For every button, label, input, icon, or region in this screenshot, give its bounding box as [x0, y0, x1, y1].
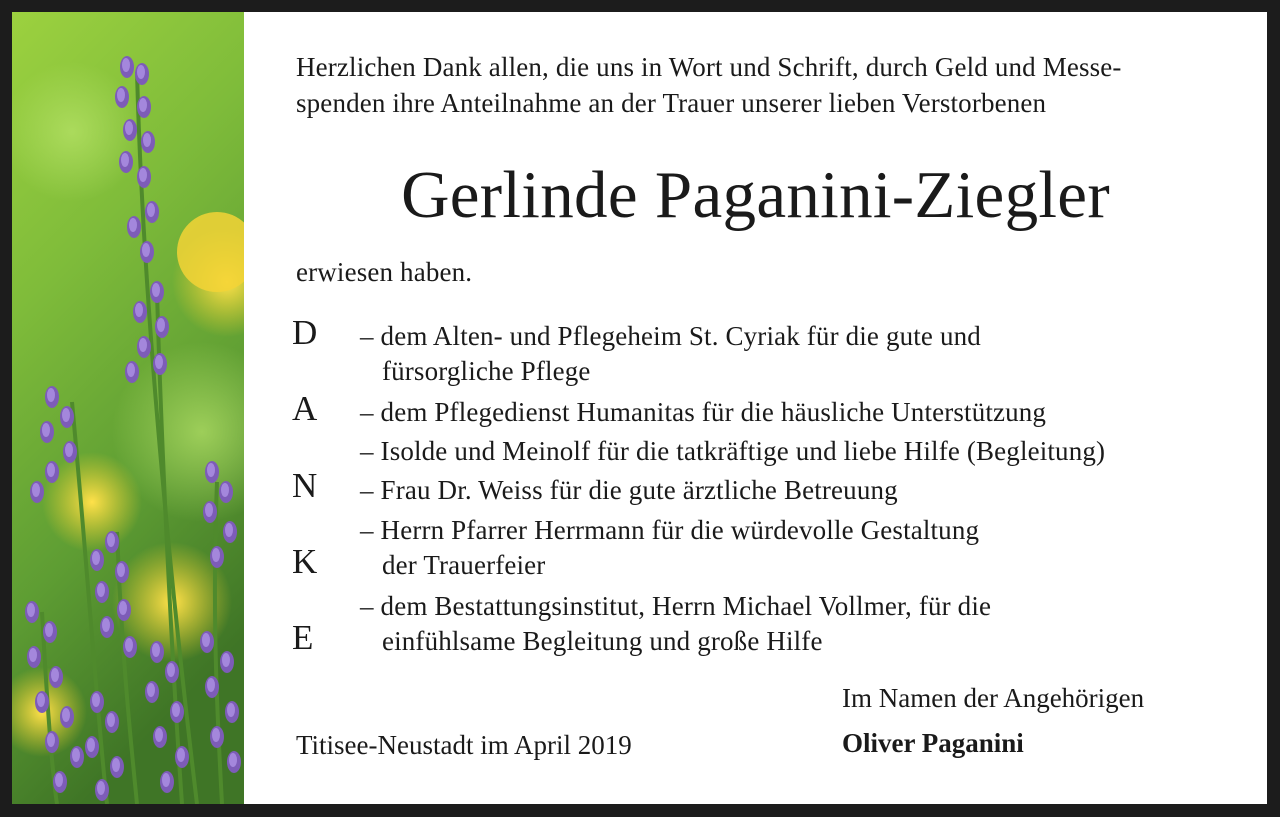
acrostic-letter-n: N	[292, 466, 318, 505]
thanks-item-continued: einfühlsame Begleitung und große Hilfe	[382, 626, 823, 656]
thanks-item: – dem Bestattungsinstitut, Herrn Michael Vollmer, für die	[360, 591, 992, 621]
signature-name: Oliver Paganini	[842, 728, 1024, 758]
thanks-item: – Frau Dr. Weiss für die gute ärztliche Betreuung	[360, 475, 898, 505]
thanks-item: – Herrn Pfarrer Herrmann für die würdevolle Gestaltung	[360, 515, 980, 545]
acrostic-letter-d: D	[292, 313, 318, 352]
thanks-item-continued: der Trauerfeier	[382, 550, 546, 580]
lavender-illustration	[12, 12, 244, 804]
deceased-name: Gerlinde Paganini-Ziegler	[401, 158, 1110, 232]
acrostic-letter-e: E	[292, 618, 314, 657]
on-behalf-of-relatives: Im Namen der Angehörigen	[842, 683, 1145, 713]
thanks-item: – dem Alten- und Pflegeheim St. Cyriak für die gute und	[360, 321, 981, 351]
intro-end: erwiesen haben.	[296, 257, 473, 287]
lavender-photo	[12, 12, 244, 804]
thanks-item-continued: fürsorgliche Pflege	[382, 356, 591, 386]
thanks-item: – dem Pflegedienst Humanitas für die häusliche Unterstützung	[360, 397, 1047, 427]
acrostic-letter-a: A	[292, 389, 318, 428]
acrostic-letter-k: K	[292, 542, 318, 581]
thanks-item: – Isolde und Meinolf für die tatkräftige und liebe Hilfe (Begleitung)	[360, 436, 1106, 466]
intro-line-2: spenden ihre Anteilnahme an der Trauer unserer lieben Verstorbenen	[296, 88, 1047, 118]
obituary-card	[12, 12, 1267, 804]
intro-line-1: Herzlichen Dank allen, die uns in Wort und Schrift, durch Geld und Messe-	[296, 52, 1122, 82]
obituary-text	[244, 12, 1267, 804]
place-and-date: Titisee-Neustadt im April 2019	[296, 730, 632, 760]
